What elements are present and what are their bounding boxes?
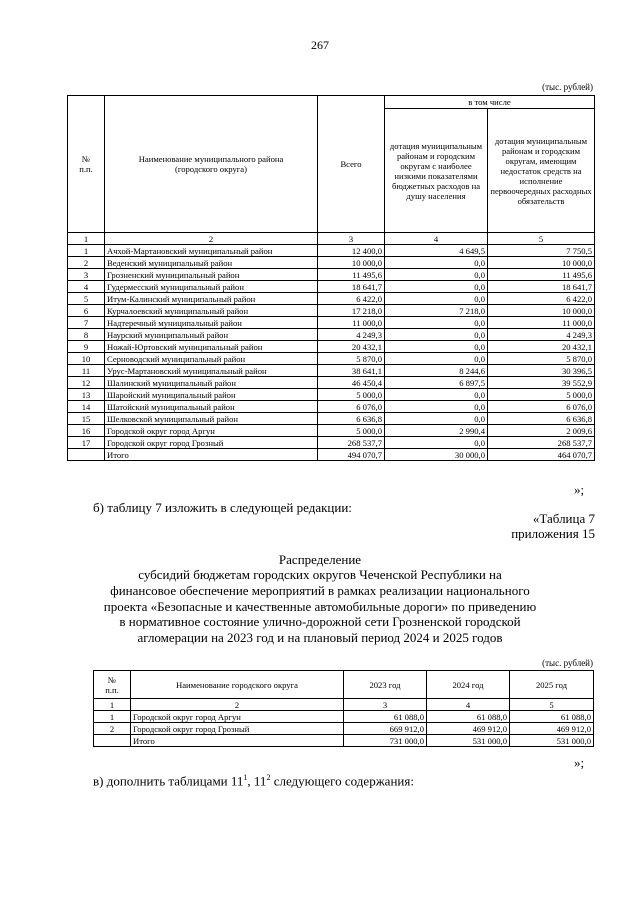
cell-name: Серноводский муниципальный район [105,353,318,365]
cell-n: 1 [94,711,131,723]
cell-c4: 0,0 [385,317,488,329]
table-city-subsidies [93,670,594,747]
colnum: 1 [68,233,105,245]
cell-total: 10 000,0 [318,257,385,269]
cell-c5: 5 870,0 [488,353,595,365]
cell-name: Шалинский муниципальный район [105,377,318,389]
paragraph-v-mid: , 11 [247,773,267,789]
table-row [68,377,595,389]
table-ref-line2: приложения 15 [511,526,595,541]
cell-c5: 5 000,0 [488,389,595,401]
cell-name: Наурский муниципальный район [105,329,318,341]
cell-n: 4 [68,281,105,293]
cell-n: 5 [68,293,105,305]
cell-c4: 0,0 [385,401,488,413]
paragraph-v-sup2: 2 [266,773,271,782]
cell-b: 61 088,0 [427,711,510,723]
cell-name: Шатойский муниципальный район [105,401,318,413]
colnum: 3 [318,233,385,245]
cell-c5: 464 070,7 [488,449,595,461]
table-row [94,711,594,723]
cell-name: Шаройский муниципальный район [105,389,318,401]
cell-name: Городской округ город Аргун [131,711,344,723]
cell-c5: 7 750,5 [488,245,595,257]
cell-name: Итум-Калинский муниципальный район [105,293,318,305]
cell-total: 18 641,7 [318,281,385,293]
cell-c4: 2 990,4 [385,425,488,437]
header-2024: 2024 год [427,671,510,699]
table-row [68,413,595,425]
cell-c4: 0,0 [385,389,488,401]
colnum: 2 [105,233,318,245]
heading-line: в нормативное состояние улично-дорожной сети Грозненской городской [119,614,521,629]
cell-c5: 10 000,0 [488,305,595,317]
heading-line: агломерации на 2023 год и на плановый период 2024 и 2025 годов [137,630,503,645]
heading-line: проекта «Безопасные и качественные автомобильные дороги» по приведению [103,599,537,614]
table-row [68,281,595,293]
paragraph-v-end: следующего содержания: [270,773,414,789]
cell-a: 669 912,0 [344,723,427,735]
cell-name: Городской округ город Грозный [131,723,344,735]
table-row [68,317,595,329]
cell-c5: 6 076,0 [488,401,595,413]
cell-n: 8 [68,329,105,341]
header-name: Наименование муниципального района (городского округа) [105,96,318,233]
cell-c4: 7 218,0 [385,305,488,317]
heading-line: субсидий бюджетам городских округов Чеченской Республики на [138,567,502,582]
page-number: 267 [311,38,329,52]
cell-c5: 6 636,8 [488,413,595,425]
cell-c5: 30 396,5 [488,365,595,377]
cell-total: 11 000,0 [318,317,385,329]
header-in-that: в том числе [385,96,595,109]
colnum: 4 [427,699,510,711]
cell-c5: 11 495,6 [488,269,595,281]
cell-c4: 0,0 [385,329,488,341]
table-row [68,269,595,281]
header-2025: 2025 год [510,671,594,699]
table2-unit: (тыс. рублей) [542,658,593,668]
table1-closing: »; [574,482,585,497]
cell-c4: 6 897,5 [385,377,488,389]
cell-c4: 8 244,6 [385,365,488,377]
cell-n [68,449,105,461]
table-row [68,425,595,437]
paragraph-v-sup1: 1 [243,773,248,782]
cell-a: 731 000,0 [344,735,427,747]
cell-n: 15 [68,413,105,425]
cell-c4: 0,0 [385,341,488,353]
cell-total: 4 249,3 [318,329,385,341]
cell-total: 268 537,7 [318,437,385,449]
table-row [68,437,595,449]
cell-n: 7 [68,317,105,329]
cell-n: 14 [68,401,105,413]
cell-n: 12 [68,377,105,389]
colnum: 3 [344,699,427,711]
cell-name: Гудермесский муниципальный район [105,281,318,293]
colnum: 1 [94,699,131,711]
table1-unit: (тыс. рублей) [542,82,593,92]
cell-c5: 268 537,7 [488,437,595,449]
cell-name: Шелковской муниципальный район [105,413,318,425]
cell-c4: 0,0 [385,353,488,365]
colnum: 2 [131,699,344,711]
cell-total: 38 641,1 [318,365,385,377]
cell-c: 61 088,0 [510,711,594,723]
header-col4: дотация муниципальным районам и городским округам с наиболее низкими показателями бюджетных расходов на душу населения [385,109,488,233]
cell-c4: 0,0 [385,269,488,281]
cell-c5: 11 000,0 [488,317,595,329]
cell-c5: 2 009,6 [488,425,595,437]
heading-title: Распределение [278,552,362,567]
cell-total: 5 870,0 [318,353,385,365]
table-row [68,389,595,401]
cell-name: Надтеречный муниципальный район [105,317,318,329]
cell-name: Городской округ город Грозный [105,437,318,449]
cell-n: 6 [68,305,105,317]
cell-total: 6 636,8 [318,413,385,425]
table-row [68,329,595,341]
table-row [68,341,595,353]
cell-total: 11 495,6 [318,269,385,281]
cell-total: 6 076,0 [318,401,385,413]
table-row [94,735,594,747]
cell-n: 3 [68,269,105,281]
paragraph-v [93,773,414,789]
cell-n: 2 [68,257,105,269]
cell-c4: 0,0 [385,437,488,449]
cell-name: Ножай-Юртовский муниципальный район [105,341,318,353]
cell-name: Итого [105,449,318,461]
table-row [68,305,595,317]
cell-c: 469 912,0 [510,723,594,735]
colnum: 5 [488,233,595,245]
header-num: № п.п. [94,671,131,699]
header-2023: 2023 год [344,671,427,699]
header-num: № п.п. [68,96,105,233]
cell-c5: 6 422,0 [488,293,595,305]
table-row [68,365,595,377]
header-col5: дотация муниципальным районам и городским округам, имеющим недостаток средств на исполнение первоочередных расходных обязательств [488,109,595,233]
cell-total: 6 422,0 [318,293,385,305]
colnum: 5 [510,699,594,711]
cell-total: 12 400,0 [318,245,385,257]
cell-total: 5 000,0 [318,425,385,437]
cell-n: 16 [68,425,105,437]
table-district-subsidies [67,95,595,461]
cell-name: Урус-Мартановский муниципальный район [105,365,318,377]
cell-n: 17 [68,437,105,449]
table-row [68,401,595,413]
header-name: Наименование городского округа [131,671,344,699]
table-row [68,293,595,305]
cell-b: 531 000,0 [427,735,510,747]
cell-name: Веденский муниципальный район [105,257,318,269]
cell-c4: 0,0 [385,293,488,305]
header-total: Всего [318,96,385,233]
table-row [94,723,594,735]
cell-c: 531 000,0 [510,735,594,747]
cell-total: 5 000,0 [318,389,385,401]
cell-c4: 0,0 [385,281,488,293]
cell-n [94,735,131,747]
cell-c5: 10 000,0 [488,257,595,269]
cell-total: 17 218,0 [318,305,385,317]
paragraph-b: б) таблицу 7 изложить в следующей редакции: [93,500,352,515]
cell-total: 20 432,1 [318,341,385,353]
cell-name: Ачхой-Мартановский муниципальный район [105,245,318,257]
table-ref-line1: «Таблица 7 [532,511,595,526]
cell-c4: 0,0 [385,257,488,269]
table-row [68,353,595,365]
cell-name: Городской округ город Аргун [105,425,318,437]
cell-c5: 20 432,1 [488,341,595,353]
cell-c5: 18 641,7 [488,281,595,293]
paragraph-v-start: в) дополнить таблицами 11 [93,773,244,789]
table2-closing: »; [574,755,585,770]
cell-c5: 4 249,3 [488,329,595,341]
cell-a: 61 088,0 [344,711,427,723]
table-row [68,257,595,269]
cell-c4: 30 000,0 [385,449,488,461]
cell-name: Итого [131,735,344,747]
cell-n: 13 [68,389,105,401]
cell-total: 494 070,7 [318,449,385,461]
cell-n: 10 [68,353,105,365]
heading-line: финансовое обеспечение мероприятий в рамках реализации национального [110,583,530,598]
cell-b: 469 912,0 [427,723,510,735]
colnum: 4 [385,233,488,245]
table-row [68,449,595,461]
cell-n: 1 [68,245,105,257]
cell-name: Грозненский муниципальный район [105,269,318,281]
cell-c4: 0,0 [385,413,488,425]
cell-name: Курчалоевский муниципальный район [105,305,318,317]
cell-c5: 39 552,9 [488,377,595,389]
cell-n: 2 [94,723,131,735]
cell-total: 46 450,4 [318,377,385,389]
cell-c4: 4 649,5 [385,245,488,257]
table-row [68,245,595,257]
cell-n: 11 [68,365,105,377]
cell-n: 9 [68,341,105,353]
